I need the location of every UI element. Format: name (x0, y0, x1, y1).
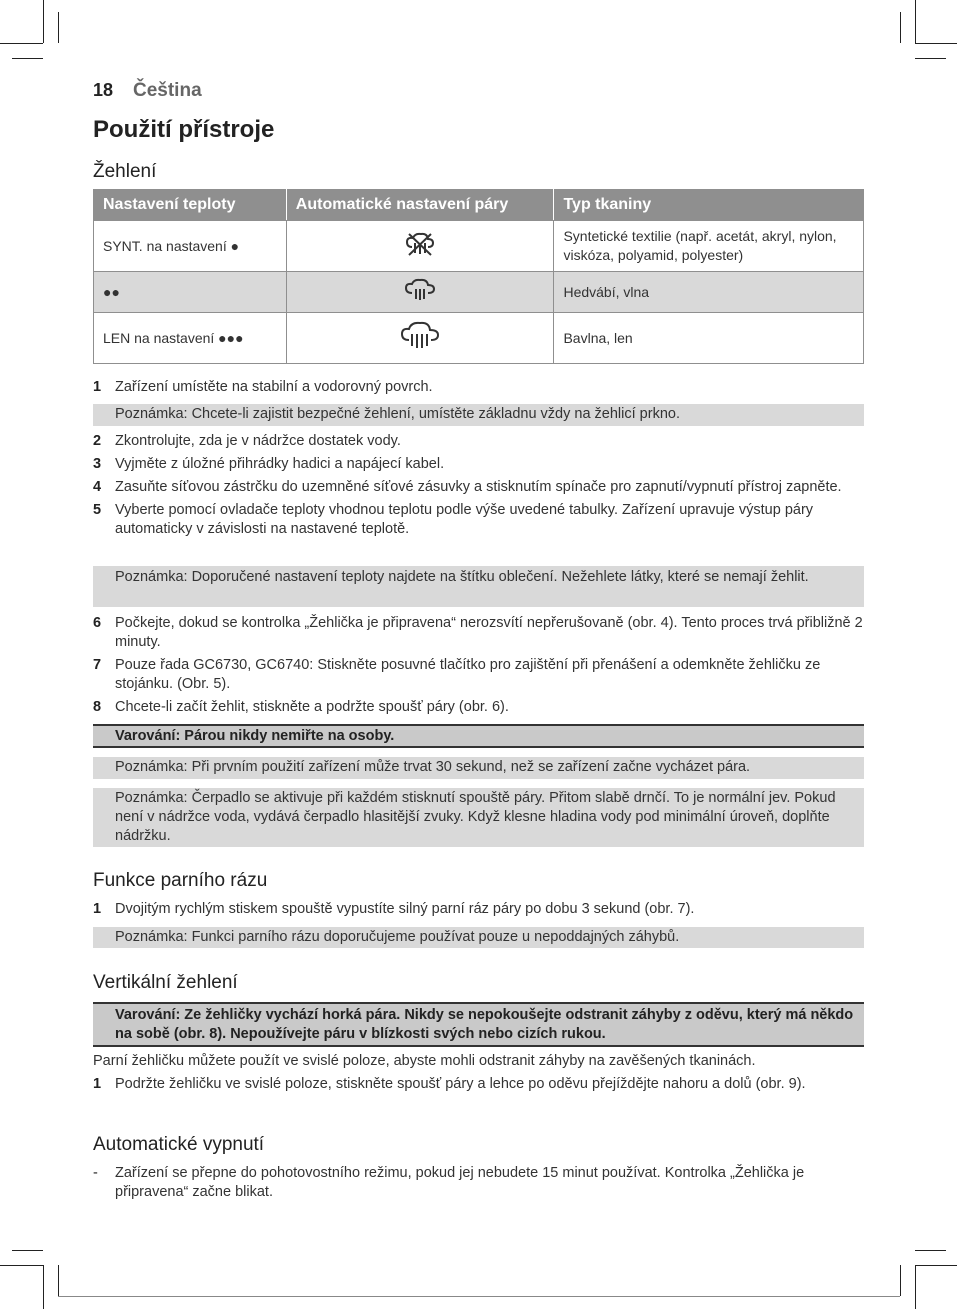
no-steam-icon (403, 231, 437, 257)
note-box: Poznámka: Čerpadlo se aktivuje při každém stisknutí spouště páry. Přitom slabě drnčí. To je normální jev. Pokud není v nádržce voda, vydává čerpadlo hlasitější zvuky. Když klesne hladina vody pod minimální úroveň, doplňte nádržku. (93, 788, 864, 847)
crop-mark (915, 0, 916, 43)
medium-steam-icon (403, 278, 437, 302)
step-list (93, 614, 864, 717)
list-item: 7 Pouze řada GC6730, GC6740: Stiskněte posuvné tlačítko pro zajištění při přenášení a odemkněte žehličku ze stojánku. (Obr. 5). (93, 657, 821, 692)
language-label: Čeština (133, 80, 202, 101)
note-box: Poznámka: Při prvním použití zařízení může trvat 30 sekund, než se zařízení začne vycházet pára. (93, 757, 864, 779)
crop-mark (58, 1296, 900, 1297)
step-list (93, 1164, 864, 1202)
section-heading-vertical: Vertikální žehlení (93, 972, 238, 993)
page-header (93, 80, 202, 104)
fabric-type: Syntetické textilie (např. acetát, akryl, nylon, viskóza, polyamid, polyester) (554, 221, 864, 272)
warning-box: Varování: Ze žehličky vychází horká pára. Nikdy se nepokoušejte odstranit záhyby z oděvu, který má někdo na sobě (obr. 8). Nepoužívejte páru v blízkosti svých nebo cizích rukou. (93, 1002, 864, 1047)
table-row (94, 221, 864, 272)
list-item: 1 Podržte žehličku ve svislé poloze, stiskněte spoušť páry a lehce po oděvu přejíždějte nahoru a dolů (obr. 9). (93, 1076, 806, 1092)
fabric-type: Hedvábí, vlna (554, 272, 864, 313)
list-item: 3 Vyjměte z úložné přihrádky hadici a napájecí kabel. (93, 456, 445, 472)
crop-mark (58, 12, 59, 43)
table-header: Automatické nastavení páry (286, 190, 554, 221)
crop-mark (915, 1250, 946, 1251)
crop-mark (0, 1265, 43, 1266)
fabric-type: Bavlna, len (554, 313, 864, 364)
crop-mark (915, 1265, 916, 1309)
crop-mark (900, 12, 901, 43)
page-title: Použití přístroje (93, 116, 275, 143)
table-header: Typ tkaniny (554, 190, 864, 221)
list-item: 4 Zasuňte síťovou zástrčku do uzemněné síťové zásuvky a stisknutím spínače pro zapnutí/vypnutí přístroj zapněte. (93, 479, 842, 495)
section-heading-steam-burst: Funkce parního rázu (93, 870, 268, 891)
crop-mark (915, 43, 957, 44)
note-box: Poznámka: Chcete-li zajistit bezpečné žehlení, umístěte základnu vždy na žehlicí prkno. (93, 404, 864, 426)
list-item: 1 Zařízení umístěte na stabilní a vodorovný povrch. (93, 379, 433, 395)
crop-mark (43, 0, 44, 43)
paragraph: Parní žehličku můžete použít ve svislé poloze, abyste mohli odstranit záhyby na zavěšených tkaninách. (93, 1053, 756, 1069)
table-header: Nastavení teploty (94, 190, 287, 221)
crop-mark (12, 1250, 43, 1251)
list-item: 8 Chcete-li začít žehlit, stiskněte a podržte spoušť páry (obr. 6). (93, 699, 509, 715)
table-header-row (94, 190, 864, 221)
warning-box: Varování: Párou nikdy nemiřte na osoby. (93, 724, 864, 748)
crop-mark (12, 58, 43, 59)
list-item: 2 Zkontrolujte, zda je v nádržce dostatek vody. (93, 433, 401, 449)
section-heading-ironing: Žehlení (93, 161, 157, 182)
crop-mark (915, 58, 946, 59)
temperature-setting: ●● (94, 272, 287, 313)
note-box: Poznámka: Funkci parního rázu doporučujeme používat pouze u nepoddajných záhybů. (93, 927, 864, 948)
crop-mark (58, 1265, 59, 1296)
table-row (94, 272, 864, 313)
list-item: 1 Dvojitým rychlým stiskem spouště vypustíte silný parní ráz páry po dobu 3 sekund (obr. 7). (93, 901, 695, 917)
note-box: Poznámka: Doporučené nastavení teploty najdete na štítku oblečení. Nežehlete látky, které se nemají žehlit. (93, 566, 864, 607)
page-number: 18 (93, 80, 114, 100)
step-list (93, 378, 864, 397)
crop-mark (0, 43, 43, 44)
table-row (94, 313, 864, 364)
max-steam-icon (399, 320, 441, 352)
temperature-setting: SYNT. na nastavení ● (94, 221, 287, 272)
list-item: 6 Počkejte, dokud se kontrolka „Žehlička je připravena“ nerozsvítí nepřerušovaně (obr. 4). Tento proces trvá přibližně 2 minuty. (93, 615, 863, 650)
list-item: 5 Vyberte pomocí ovladače teploty vhodnou teplotu podle výše uvedené tabulky. Zařízení upravuje výstup páry automaticky v závislosti na nastavené teplotě. (93, 502, 814, 537)
temperature-table (93, 189, 864, 364)
step-list (93, 1075, 864, 1094)
temperature-setting: LEN na nastavení ●●● (94, 313, 287, 364)
step-list (93, 432, 864, 539)
crop-mark (900, 1265, 901, 1296)
list-item: - Zařízení se přepne do pohotovostního režimu, pokud jej nebudete 15 minut používat. Kontrolka „Žehlička je připravena“ začne blikat. (93, 1165, 805, 1200)
section-heading-auto-off: Automatické vypnutí (93, 1134, 265, 1155)
crop-mark (915, 1265, 957, 1266)
step-list (93, 900, 864, 919)
crop-mark (43, 1265, 44, 1309)
